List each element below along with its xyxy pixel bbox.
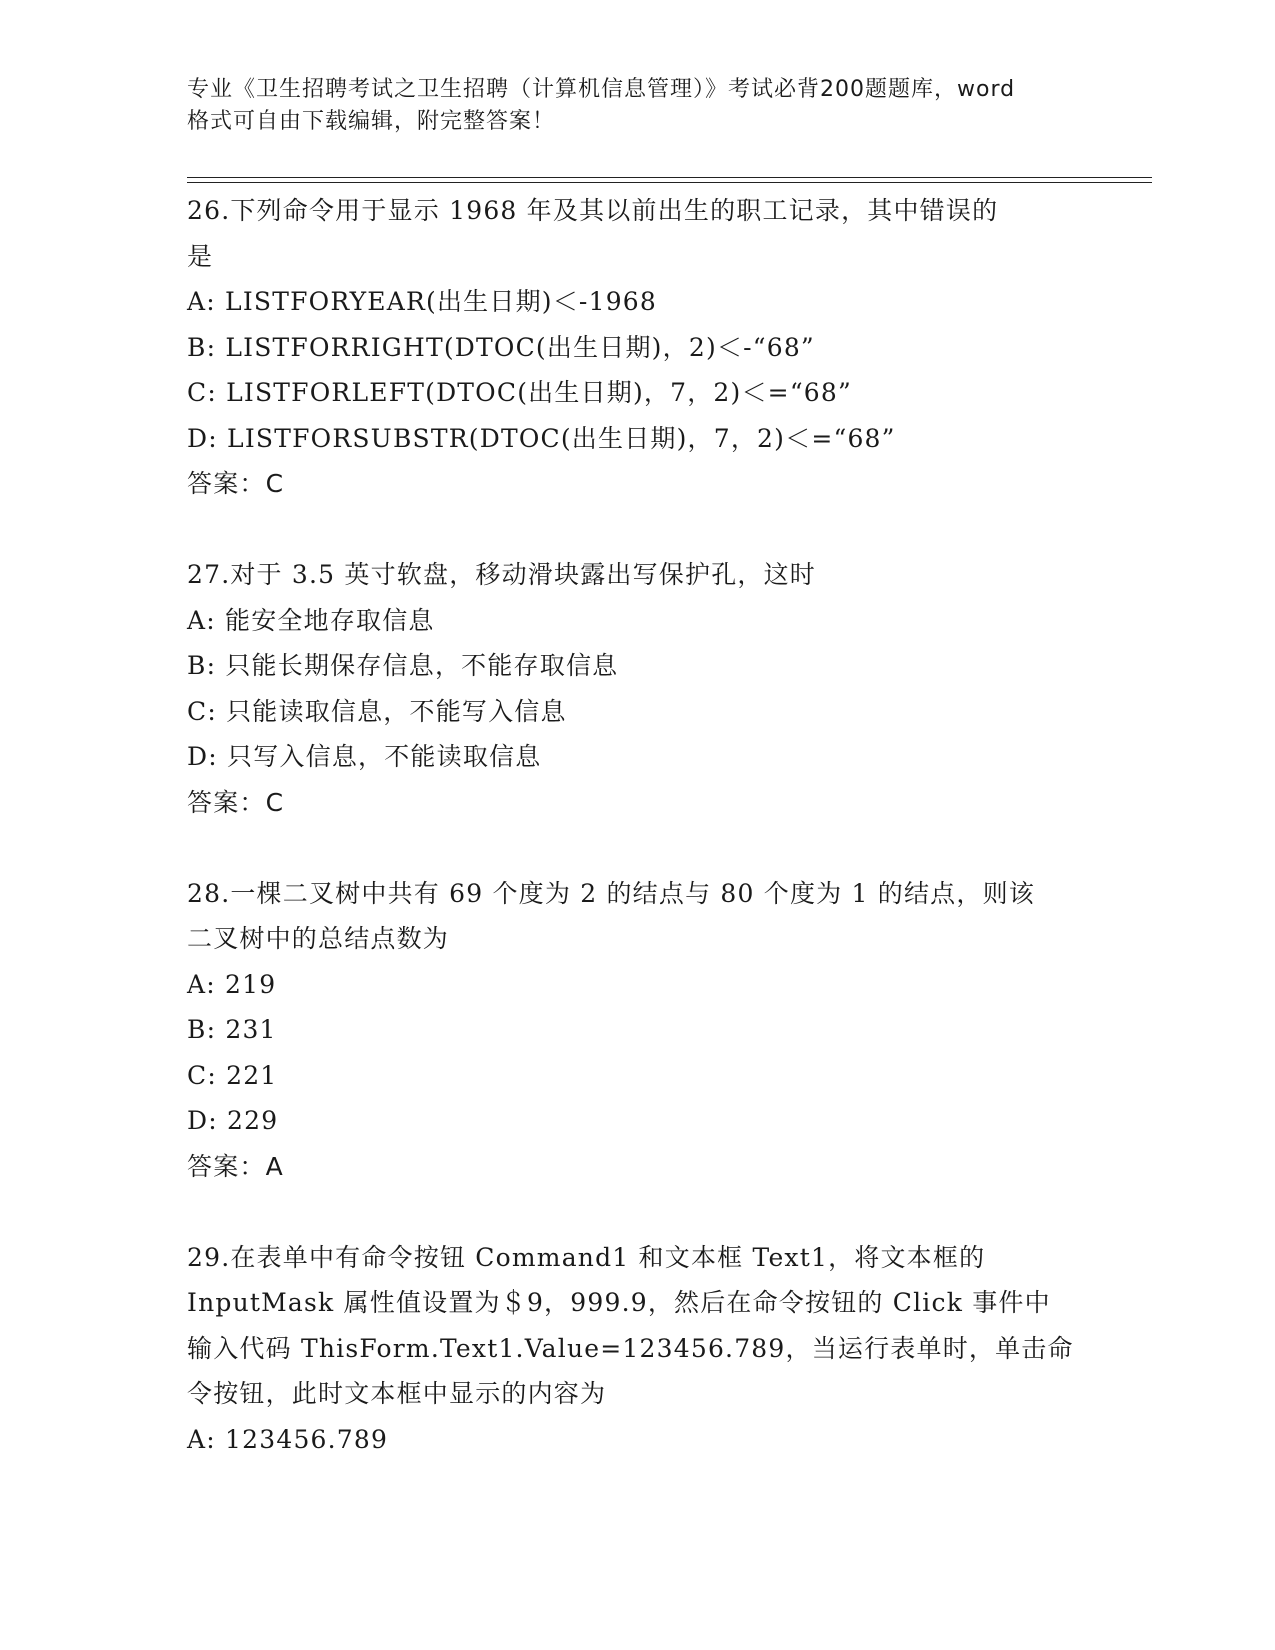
question-27 — [187, 552, 1087, 825]
question-29 — [187, 1235, 1087, 1463]
header-title-line-2: 格式可自由下载编辑，附完整答案！ — [187, 109, 556, 134]
question-stem-line: 是 — [187, 241, 214, 271]
question-spacer — [187, 1189, 1087, 1235]
header-divider-top — [187, 177, 1152, 178]
question-stem-line: InputMask 属性值设置为＄9，999.9，然后在命令按钮的 Click 事件中 — [187, 1288, 1051, 1317]
answer-label: 答案：C — [187, 469, 285, 498]
question-spacer — [187, 507, 1087, 553]
option-b: B: 只能长期保存信息，不能存取信息 — [187, 651, 619, 680]
answer-label: 答案：C — [187, 787, 285, 817]
answer-label: 答案：A — [187, 1151, 284, 1181]
question-stem-line: 29.在表单中有命令按钮 Command1 和文本框 Text1，将文本框的 — [187, 1242, 986, 1272]
question-stem-line: 26.下列命令用于显示 1968 年及其以前出生的职工记录，其中错误的 — [187, 196, 999, 225]
header-divider-bottom — [187, 182, 1152, 183]
option-d: D: LISTFORSUBSTR(DTOC(出生日期)，7，2)＜=“68” — [187, 423, 896, 453]
option-b: B: LISTFORRIGHT(DTOC(出生日期)，2)＜-“68” — [187, 332, 815, 362]
question-stem-line: 27.对于 3.5 英寸软盘，移动滑块露出写保护孔，这时 — [187, 560, 817, 589]
option-a: A: LISTFORYEAR(出生日期)＜-1968 — [187, 287, 658, 316]
option-c: C: 只能读取信息，不能写入信息 — [187, 696, 567, 726]
option-b: B: 231 — [187, 1015, 277, 1044]
question-26 — [187, 188, 1087, 507]
question-28 — [187, 871, 1087, 1190]
option-a: A: 219 — [187, 969, 277, 999]
question-stem-line: 输入代码 ThisForm.Text1.Value=123456.789，当运行表单时，单击命 — [187, 1333, 1074, 1363]
header-title-line-1: 专业《卫生招聘考试之卫生招聘（计算机信息管理）》考试必背200题题库，word — [187, 77, 1016, 102]
option-a: A: 能安全地存取信息 — [187, 605, 435, 635]
option-d: D: 229 — [187, 1106, 279, 1135]
question-stem-line: 28.一棵二叉树中共有 69 个度为 2 的结点与 80 个度为 1 的结点，则该 — [187, 878, 1035, 908]
option-a: A: 123456.789 — [187, 1424, 389, 1454]
option-c: C: LISTFORLEFT(DTOC(出生日期)，7，2)＜=“68” — [187, 378, 853, 407]
option-d: D: 只写入信息，不能读取信息 — [187, 742, 542, 771]
question-list — [187, 188, 1087, 1462]
question-stem-line: 令按钮，此时文本框中显示的内容为 — [187, 1379, 607, 1408]
option-c: C: 221 — [187, 1060, 278, 1090]
document-header — [187, 74, 1087, 138]
question-spacer — [187, 825, 1087, 871]
question-stem-line: 二叉树中的总结点数为 — [187, 924, 450, 953]
